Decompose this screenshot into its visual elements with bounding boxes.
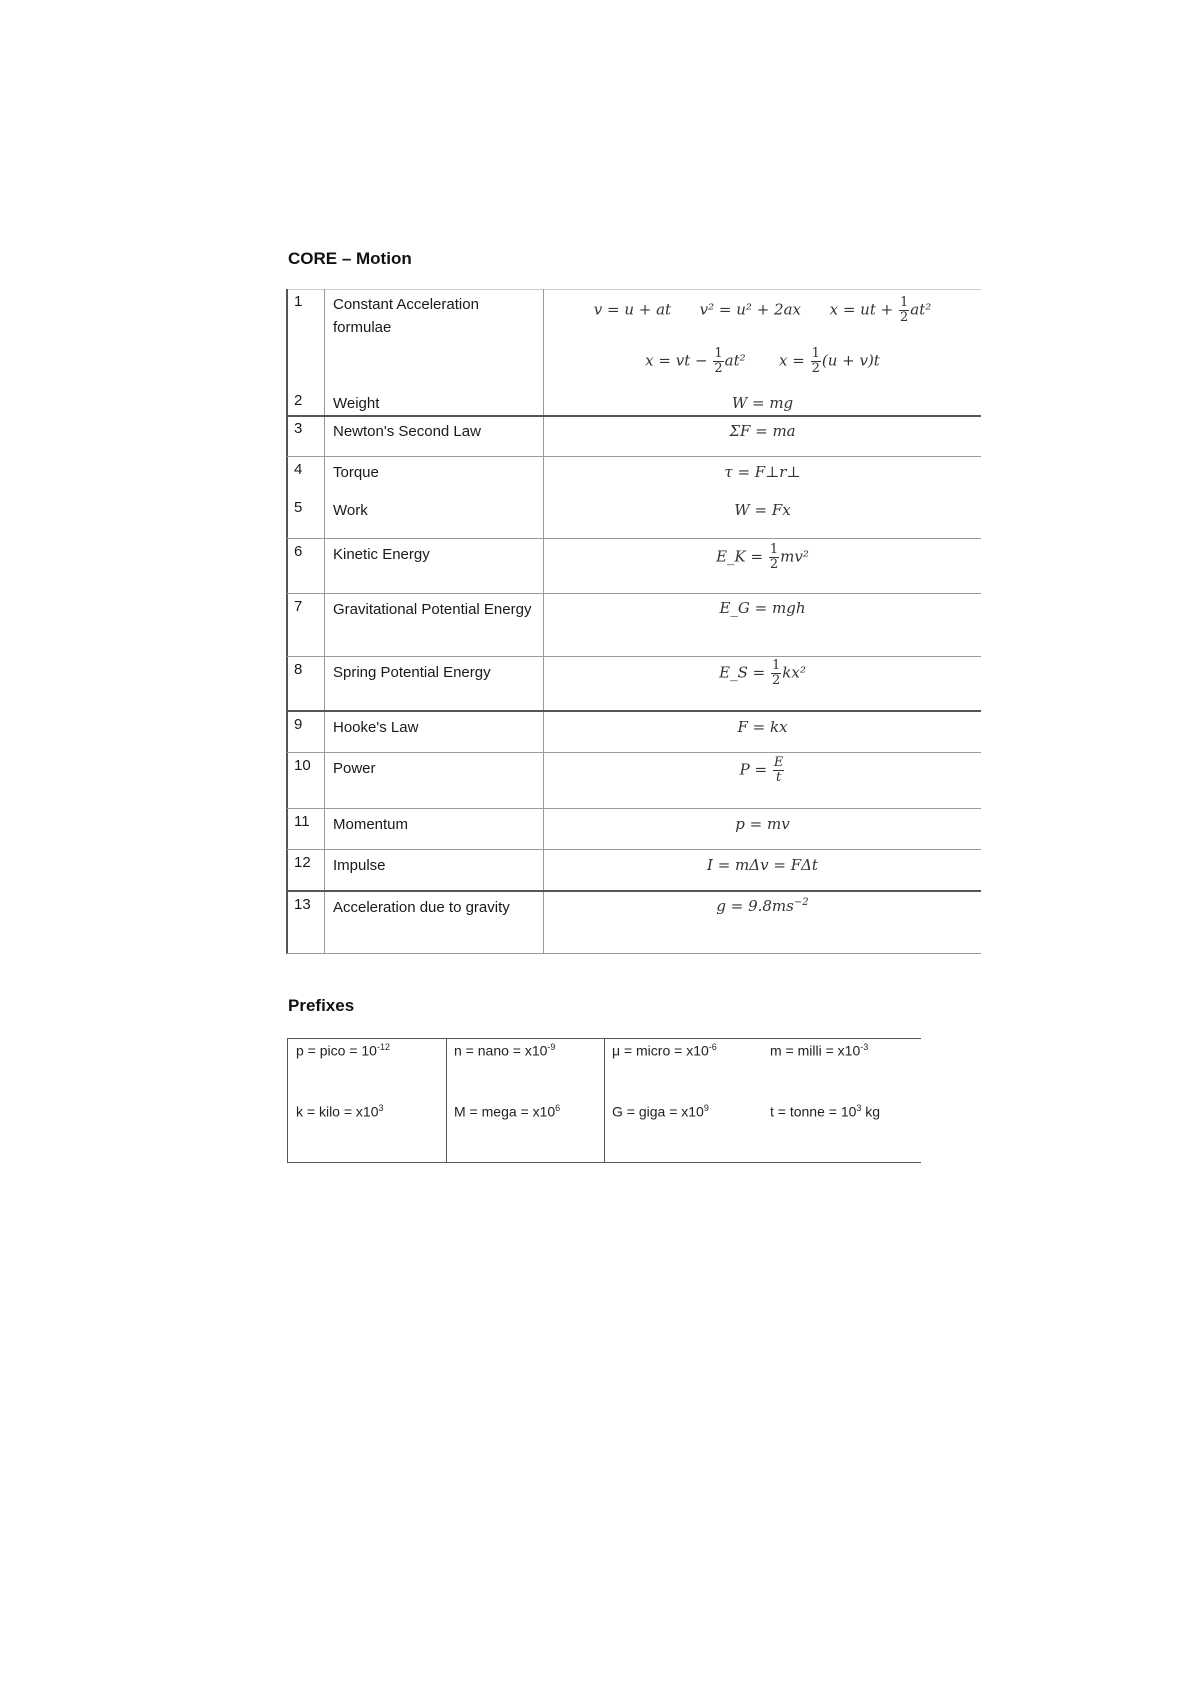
gravity-formula: $g = 9.8ms^{-2}$: [716, 897, 809, 915]
newtons-second-law-formula: ΣF = ma: [729, 422, 796, 440]
prefix-cell: n = nano = $x10^{-9}$: [454, 1042, 556, 1059]
row-number: 4: [294, 461, 303, 478]
row-name: Gravitational Potential Energy: [333, 601, 532, 618]
momentum-formula: p = mv: [735, 815, 790, 833]
prefixes-heading: Prefixes: [288, 996, 355, 1015]
row-number: 5: [294, 499, 303, 516]
row-number: 6: [294, 543, 303, 560]
table-row: [287, 657, 981, 712]
spring-potential-energy-formula: E_S = $\frac{1}{2}$ kx²: [719, 658, 806, 688]
table-row: [287, 753, 981, 809]
displacement-formulas: x = vt − $\frac{1}{2}$ at² x = $\frac{1}{2}$ (u + v)t: [645, 346, 880, 376]
constant-acceleration-formulas: v = u + at v² = u² + 2ax x = ut + $\frac{1}{2}$ at²: [593, 295, 932, 325]
table-row: [287, 850, 981, 892]
torque-formula: τ = F⊥r⊥: [724, 463, 801, 481]
table-row: [287, 289, 981, 417]
table-column-divider: [604, 1039, 605, 1162]
row-name: Acceleration due to gravity: [333, 899, 510, 916]
row-name: Kinetic Energy: [333, 546, 430, 563]
prefix-cell: M = mega = $x10^6$: [454, 1103, 561, 1120]
kinetic-energy-formula: E_K = $\frac{1}{2}$ mv²: [716, 542, 809, 572]
table-row: [287, 809, 981, 850]
table-row: [287, 416, 981, 457]
table-row: [287, 892, 981, 954]
prefixes-table: [287, 1038, 921, 1163]
table-row: [287, 539, 981, 594]
prefix-cell: μ = micro = $x10^{-6}$: [612, 1042, 717, 1059]
row-name: Spring Potential Energy: [333, 664, 491, 681]
row-number: 13: [294, 896, 311, 913]
impulse-formula: I = mΔv = FΔt: [707, 856, 818, 874]
row-number: 11: [294, 813, 310, 830]
gravitational-potential-energy-formula: E_G = mgh: [719, 599, 806, 617]
row-name: Power: [333, 760, 376, 777]
prefix-cell: t = tonne = $10^3$ kg: [770, 1103, 881, 1120]
row-number: 10: [294, 757, 311, 774]
row-name: Work: [333, 502, 368, 519]
prefix-cell: p = pico = $10^{-12}$: [296, 1042, 390, 1059]
row-number: 1: [294, 293, 303, 310]
row-number: 8: [294, 661, 303, 678]
prefix-cell: k = kilo = $x10^3$: [296, 1103, 384, 1120]
row-number: 2: [294, 392, 303, 409]
power-formula: P = $\frac{E}{t}$: [739, 755, 784, 785]
table-column-divider: [446, 1039, 447, 1162]
prefix-cell: G = giga = $x10^9$: [612, 1103, 709, 1120]
row-number: 9: [294, 716, 303, 733]
row-number: 7: [294, 598, 303, 615]
table-row: [287, 457, 981, 539]
weight-formula: W = mg: [731, 394, 794, 412]
row-number: 3: [294, 420, 303, 437]
table-row: [287, 712, 981, 753]
row-name: Torque: [333, 464, 379, 481]
row-name: Impulse: [333, 857, 386, 874]
row-name: Hooke's Law: [333, 719, 419, 736]
table-row: [287, 594, 981, 657]
core-heading: CORE – Motion: [288, 249, 412, 268]
work-formula: W = Fx: [734, 501, 791, 519]
row-number: 12: [294, 854, 311, 871]
prefix-cell: m = milli = $x10^{-3}$: [770, 1042, 869, 1059]
row-name: Momentum: [333, 816, 409, 833]
row-name: Constant Acceleration formulae: [333, 296, 479, 336]
row-name: Weight: [333, 395, 380, 412]
row-name: Newton's Second Law: [333, 423, 481, 440]
hookes-law-formula: F = kx: [737, 718, 788, 736]
